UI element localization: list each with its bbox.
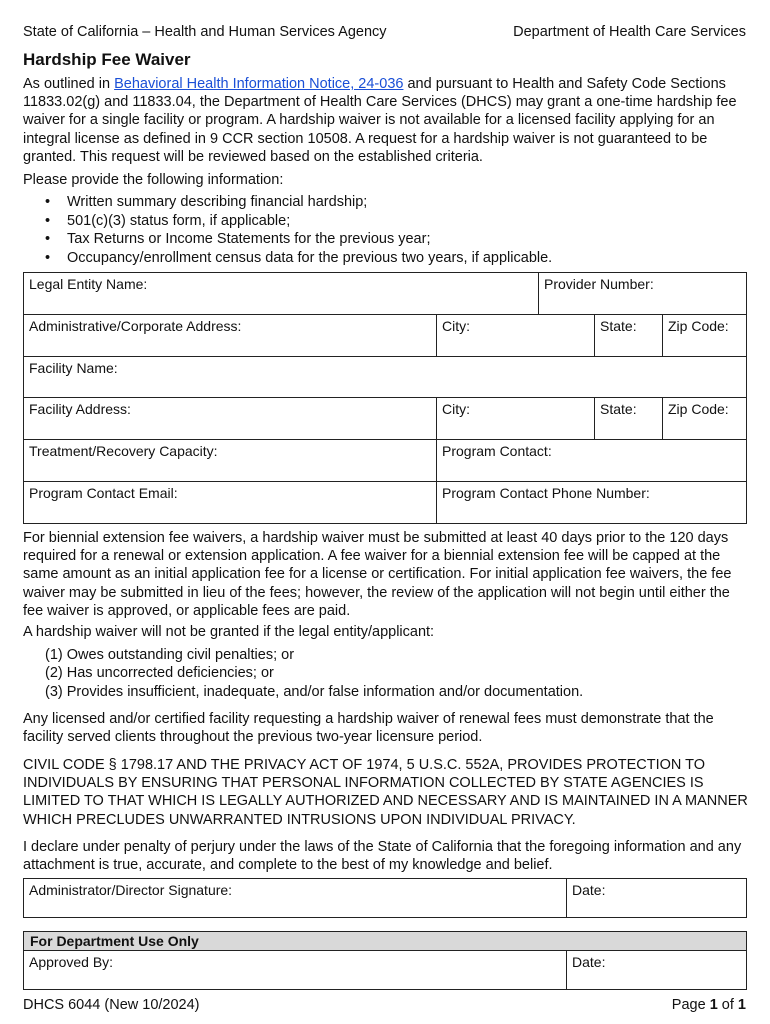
requirements-list — [23, 193, 749, 267]
bhin-link[interactable]: Behavioral Health Information Notice, 24-036 — [114, 76, 404, 92]
agency-header: State of California – Health and Human Services Agency — [23, 24, 387, 40]
facility-state-field[interactable]: State: — [595, 398, 663, 439]
signature-table — [23, 878, 747, 918]
facility-city-field[interactable]: City: — [437, 398, 595, 439]
department-use-heading: For Department Use Only — [24, 932, 746, 950]
department-header: Department of Health Care Services — [513, 24, 746, 40]
treatment-capacity-field[interactable]: Treatment/Recovery Capacity: — [24, 440, 437, 481]
renewal-paragraph: Any licensed and/or certified facility requesting a hardship waiver of renewal fees must demonstrate that the facility served clients throughout the previous two-year licensure period. — [23, 711, 714, 746]
privacy-notice: CIVIL CODE § 1798.17 AND THE PRIVACY ACT OF 1974, 5 U.S.C. 552A, PROVIDES PROTECTION TO INDIVIDUALS BY ENSURING THAT PERSONAL INFORMATION COLLECTED BY STATE AGENCIES IS LIMITED TO THAT WHICH IS LEGALLY AUTHORIZED AND NECESSARY AND IS MAINTAINED IN A MANNER WHICH PRECLUDES UNWARRANTED INTRUSIONS UPON INDIVIDUAL PRIVACY. — [23, 757, 748, 828]
form-id: DHCS 6044 (New 10/2024) — [23, 997, 200, 1013]
facility-zip-field[interactable]: Zip Code: — [668, 401, 729, 417]
approval-date-field[interactable]: Date: — [572, 954, 606, 970]
intro-prefix: As outlined in — [23, 76, 115, 92]
facility-name-field[interactable]: Facility Name: — [29, 360, 118, 376]
admin-address-field[interactable]: Administrative/Corporate Address: — [24, 315, 437, 356]
intro-suffix: and pursuant to Health and Safety Code Sections 11833.02(g) and 11833.04, the Department of Health Care Services (DHCS) may grant a one-time hardship fee waiver for a single facility or program. A hardship waiver is not available for a licensed facility applying for an integral license as defined in 9 CCR section 10508. A request for a hardship waiver is not guaranteed to be granted. This request will be reviewed based on the established criteria. — [23, 76, 737, 165]
list-item: • Occupancy/enrollment census data for the previous two years, if applicable. — [67, 249, 749, 268]
not-granted-intro: A hardship waiver will not be granted if the legal entity/applicant: — [23, 624, 435, 640]
applicant-info-table — [23, 272, 747, 524]
legal-entity-name-field[interactable]: Legal Entity Name: — [24, 273, 539, 314]
biennial-paragraph: For biennial extension fee waivers, a hardship waiver must be submitted at least 40 days prior to the 120 days required for a renewal or extension application. A fee waiver for a biennial extension fee will be capped at the same amount as an initial application fee for a license or certification. For initial application fee waivers, the fee waiver may be submitted in lieu of the fees; however, the review of the application will not begin until either the fee waiver is approved, or applicable fees are paid. — [23, 530, 732, 619]
admin-city-field[interactable]: City: — [437, 315, 595, 356]
provider-number-field[interactable]: Provider Number: — [544, 276, 654, 292]
page-title: Hardship Fee Waiver — [23, 50, 191, 69]
list-item: • 501(c)(3) status form, if applicable; — [67, 212, 749, 231]
list-item: • Written summary describing financial hardship; — [67, 193, 749, 212]
declaration: I declare under penalty of perjury under the laws of the State of California that the foregoing information and any attachment is true, accurate, and complete to the best of my knowledge and belief. — [23, 839, 742, 874]
program-contact-phone-field[interactable]: Program Contact Phone Number: — [442, 485, 650, 501]
program-contact-email-field[interactable]: Program Contact Email: — [24, 482, 437, 523]
intro-paragraph — [23, 75, 749, 166]
list-item: (1) Owes outstanding civil penalties; or — [45, 647, 295, 663]
list-item: • Tax Returns or Income Statements for the previous year; — [67, 230, 749, 249]
signature-date-field[interactable]: Date: — [572, 882, 606, 898]
program-contact-field[interactable]: Program Contact: — [442, 443, 552, 459]
not-granted-list — [23, 646, 749, 701]
approved-by-field[interactable]: Approved By: — [24, 951, 567, 989]
list-item: (3) Provides insufficient, inadequate, and/or false information and/or documentation. — [45, 683, 584, 700]
facility-address-field[interactable]: Facility Address: — [24, 398, 437, 439]
signature-field[interactable]: Administrator/Director Signature: — [24, 879, 567, 917]
page-number: Page 1 of 1 — [671, 997, 746, 1013]
provide-intro: Please provide the following information: — [23, 172, 284, 188]
admin-state-field[interactable]: State: — [595, 315, 663, 356]
admin-zip-field[interactable]: Zip Code: — [668, 318, 729, 334]
department-use-table — [23, 931, 747, 990]
list-item: (2) Has uncorrected deficiencies; or — [45, 665, 274, 682]
